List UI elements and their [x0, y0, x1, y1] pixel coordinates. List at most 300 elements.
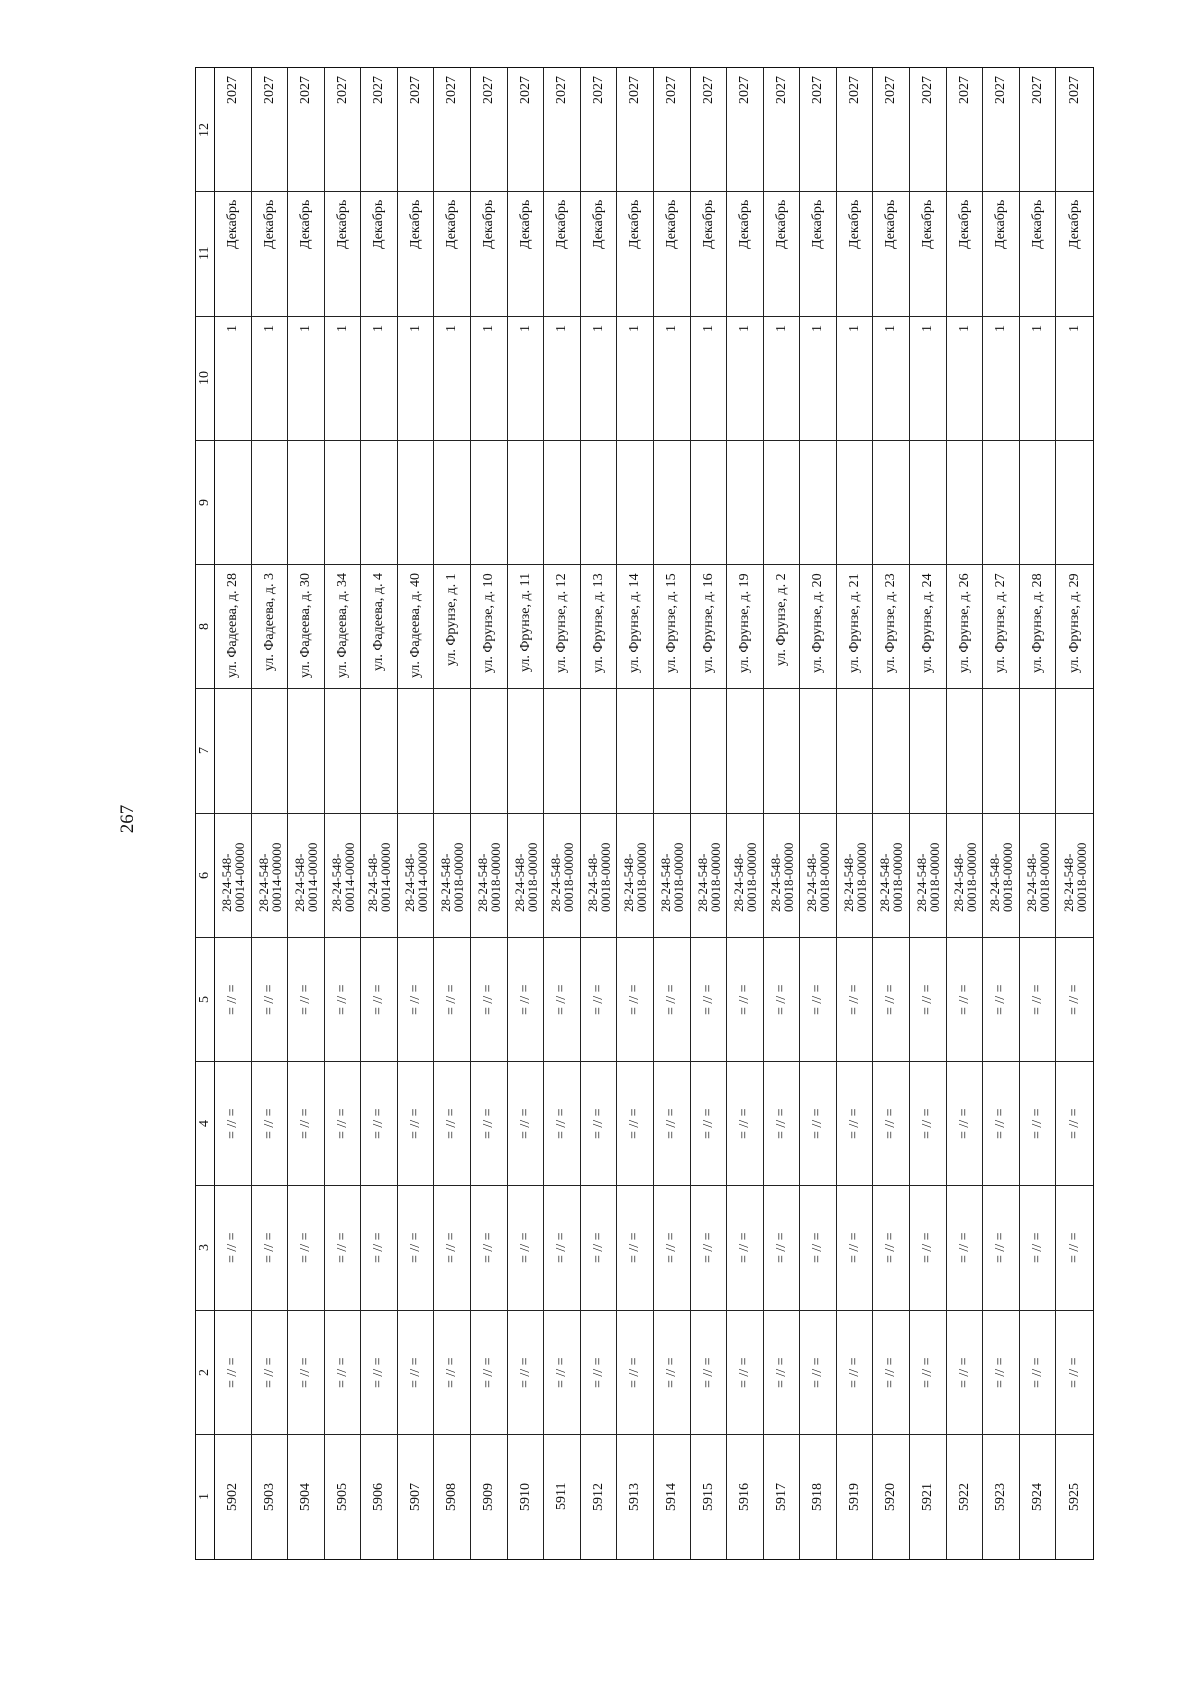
table-cell-r24-c12: 2027: [1066, 76, 1082, 104]
table-cell-r13-c12-cell: [654, 68, 691, 192]
table-cell-r1-c2-cell: [215, 1311, 252, 1435]
table-cell-r22-c5: = // =: [993, 984, 1009, 1015]
table-cell-r3-c3-cell: [288, 1186, 325, 1310]
table-cell-r24-c5-cell: [1056, 938, 1093, 1062]
table-cell-r21-c11: Декабрь: [956, 200, 972, 250]
table-cell-r2-c2: = // =: [261, 1356, 277, 1388]
table-cell-r13-c3-cell: [654, 1186, 691, 1310]
table-cell-r1-c11: Декабрь: [225, 200, 240, 250]
table-cell-r9-c4: = // =: [517, 1108, 533, 1139]
table-cell-r4-c6: 28-24-548-00014-00000: [328, 842, 357, 912]
table-cell-r8-c2-cell: [471, 1311, 508, 1435]
table-cell-r2-c11: Декабрь: [261, 200, 277, 250]
table-cell-r4-c2: = // =: [334, 1356, 350, 1388]
table-cell-r17-c3: = // =: [810, 1232, 826, 1264]
table-cell-r23-c4-cell: [1020, 1062, 1057, 1186]
table-cell-r20-c5: = // =: [920, 984, 936, 1015]
table-cell-r23-c10: 1: [1029, 324, 1045, 332]
table-cell-r15-c4-cell: [727, 1062, 764, 1186]
table-cell-r8-c1-cell: [471, 1435, 508, 1559]
table-cell-r3-c8-cell: [288, 565, 325, 689]
table-cell-r3-c10: 1: [298, 324, 314, 332]
table-cell-r3-c7-cell: [288, 689, 325, 813]
table-cell-r12-c4-cell: [617, 1062, 654, 1186]
table-cell-r5-c12: 2027: [371, 76, 387, 104]
table-cell-r1-c6: 28-24-548-00014-00000: [219, 842, 247, 912]
column-header-7: 7: [197, 747, 212, 755]
table-cell-r16-c10: 1: [773, 324, 789, 332]
table-cell-r23-c5-cell: [1020, 938, 1057, 1062]
table-cell-r2-c12: 2027: [261, 76, 277, 104]
table-cell-r17-c5: = // =: [810, 984, 826, 1015]
table-cell-r9-c12-cell: [508, 68, 545, 192]
table-cell-r18-c5: = // =: [846, 984, 862, 1015]
table-cell-r17-c12-cell: [800, 68, 837, 192]
table-cell-r2-c5-cell: [252, 938, 289, 1062]
table-cell-r3-c12-cell: [288, 68, 325, 192]
table-cell-r21-c2: = // =: [956, 1356, 972, 1388]
table-cell-r16-c4-cell: [764, 1062, 801, 1186]
table-cell-r18-c6: 28-24-548-00018-00000: [840, 842, 869, 912]
table-cell-r6-c12: 2027: [407, 76, 423, 104]
table-cell-r5-c4: = // =: [371, 1108, 387, 1139]
table-cell-r9-c7-cell: [508, 689, 545, 813]
table-cell-r21-c11-cell: [947, 192, 984, 316]
table-cell-r2-c12-cell: [252, 68, 289, 192]
table-cell-r12-c2: = // =: [627, 1356, 643, 1388]
table-cell-r23-c4: = // =: [1029, 1108, 1045, 1139]
table-cell-r21-c10: 1: [956, 324, 972, 332]
table-cell-r5-c3: = // =: [371, 1232, 387, 1264]
table-cell-r11-c10-cell: [581, 317, 618, 441]
table-cell-r24-c2-cell: [1056, 1311, 1093, 1435]
table-cell-r7-c7-cell: [434, 689, 471, 813]
column-header-6-cell: [196, 814, 215, 938]
table-cell-r13-c2: = // =: [663, 1356, 679, 1388]
table-cell-r18-c3-cell: [837, 1186, 874, 1310]
table-cell-r6-c8: ул. Фадеева, д. 40: [407, 573, 423, 678]
table-cell-r1-c8-cell: [215, 565, 252, 689]
table-cell-r3-c4-cell: [288, 1062, 325, 1186]
table-cell-r8-c5-cell: [471, 938, 508, 1062]
table-cell-r9-c9-cell: [508, 441, 545, 565]
table-cell-r15-c1: 5916: [737, 1482, 753, 1511]
table-cell-r5-c9-cell: [361, 441, 398, 565]
table-cell-r5-c11: Декабрь: [371, 200, 387, 250]
table-cell-r11-c8-cell: [581, 565, 618, 689]
table-cell-r21-c9-cell: [947, 441, 984, 565]
table-cell-r2-c6: 28-24-548-00014-00000: [255, 842, 284, 912]
table-cell-r22-c8: ул. Фрунзе, д. 27: [993, 573, 1009, 673]
table-cell-r3-c5-cell: [288, 938, 325, 1062]
table-cell-r18-c5-cell: [837, 938, 874, 1062]
table-cell-r1-c12: 2027: [225, 76, 240, 104]
table-cell-r19-c3: = // =: [883, 1232, 899, 1264]
table-cell-r6-c6: 28-24-548-00014-00000: [401, 842, 430, 912]
table-cell-r12-c3: = // =: [627, 1232, 643, 1264]
table-cell-r19-c3-cell: [873, 1186, 910, 1310]
table-cell-r8-c1: 5909: [481, 1482, 497, 1511]
table-cell-r16-c4: = // =: [773, 1108, 789, 1139]
table-cell-r11-c2: = // =: [590, 1356, 606, 1388]
table-cell-r16-c12-cell: [764, 68, 801, 192]
table-cell-r4-c6-cell: [325, 814, 362, 938]
table-cell-r18-c8-cell: [837, 565, 874, 689]
table-cell-r14-c8-cell: [691, 565, 728, 689]
table-cell-r21-c5: = // =: [956, 984, 972, 1015]
table-cell-r10-c7-cell: [544, 689, 581, 813]
table-cell-r11-c6-cell: [581, 814, 618, 938]
table-cell-r13-c1-cell: [654, 1435, 691, 1559]
table-cell-r1-c1: 5902: [225, 1482, 240, 1511]
table-cell-r3-c8: ул. Фадеева, д. 30: [298, 573, 314, 678]
table-cell-r14-c12-cell: [691, 68, 728, 192]
table-cell-r19-c6-cell: [873, 814, 910, 938]
table-cell-r7-c4: = // =: [444, 1108, 460, 1139]
table-cell-r8-c12-cell: [471, 68, 508, 192]
table-cell-r20-c2-cell: [910, 1311, 947, 1435]
table-cell-r11-c4: = // =: [590, 1108, 606, 1139]
table-cell-r2-c7-cell: [252, 689, 289, 813]
column-header-1: 1: [197, 1493, 212, 1501]
table-cell-r20-c8: ул. Фрунзе, д. 24: [920, 573, 936, 673]
table-cell-r8-c2: = // =: [481, 1356, 497, 1388]
table-cell-r23-c7-cell: [1020, 689, 1057, 813]
table-cell-r18-c2: = // =: [846, 1356, 862, 1388]
table-cell-r16-c5-cell: [764, 938, 801, 1062]
table-cell-r15-c4: = // =: [737, 1108, 753, 1139]
table-cell-r17-c9-cell: [800, 441, 837, 565]
table-cell-r19-c10: 1: [883, 324, 899, 332]
table-cell-r8-c6: 28-24-548-00018-00000: [475, 842, 504, 912]
table-cell-r22-c10-cell: [983, 317, 1020, 441]
table-cell-r8-c6-cell: [471, 814, 508, 938]
table-cell-r1-c1-cell: [215, 1435, 252, 1559]
table-cell-r2-c9-cell: [252, 441, 289, 565]
table-cell-r20-c4: = // =: [920, 1108, 936, 1139]
column-header-6: 6: [197, 871, 212, 879]
table-cell-r2-c3-cell: [252, 1186, 289, 1310]
table-cell-r21-c10-cell: [947, 317, 984, 441]
table-cell-r8-c3-cell: [471, 1186, 508, 1310]
table-cell-r21-c3-cell: [947, 1186, 984, 1310]
column-header-10-cell: [196, 317, 215, 441]
table-cell-r4-c1: 5905: [334, 1482, 350, 1511]
table-cell-r15-c8-cell: [727, 565, 764, 689]
table-cell-r7-c5: = // =: [444, 984, 460, 1015]
table-cell-r14-c9-cell: [691, 441, 728, 565]
table-cell-r17-c10: 1: [810, 324, 826, 332]
table-cell-r15-c10: 1: [737, 324, 753, 332]
table-cell-r7-c11: Декабрь: [444, 200, 460, 250]
table-cell-r18-c7-cell: [837, 689, 874, 813]
table-cell-r20-c4-cell: [910, 1062, 947, 1186]
table-cell-r24-c6-cell: [1056, 814, 1093, 938]
table-cell-r9-c5-cell: [508, 938, 545, 1062]
table-cell-r22-c6-cell: [983, 814, 1020, 938]
table-cell-r1-c8: ул. Фадеева, д. 28: [225, 573, 240, 678]
table-cell-r15-c9-cell: [727, 441, 764, 565]
table-cell-r2-c11-cell: [252, 192, 289, 316]
table-cell-r15-c5-cell: [727, 938, 764, 1062]
table-cell-r11-c2-cell: [581, 1311, 618, 1435]
table-cell-r13-c11-cell: [654, 192, 691, 316]
table-cell-r5-c1-cell: [361, 1435, 398, 1559]
column-header-11: 11: [197, 246, 212, 261]
table-cell-r19-c10-cell: [873, 317, 910, 441]
table-cell-r21-c4: = // =: [956, 1108, 972, 1139]
table-cell-r17-c11: Декабрь: [810, 200, 826, 250]
table-cell-r10-c1-cell: [544, 1435, 581, 1559]
table-cell-r7-c6: 28-24-548-00018-00000: [438, 842, 467, 912]
table-cell-r4-c2-cell: [325, 1311, 362, 1435]
table-cell-r11-c3: = // =: [590, 1232, 606, 1264]
table-cell-r12-c5-cell: [617, 938, 654, 1062]
table-cell-r21-c6-cell: [947, 814, 984, 938]
table-cell-r18-c4: = // =: [846, 1108, 862, 1139]
table-cell-r10-c8: ул. Фрунзе, д. 12: [554, 573, 570, 673]
table-cell-r4-c11-cell: [325, 192, 362, 316]
table-cell-r9-c3: = // =: [517, 1232, 533, 1264]
table-cell-r2-c4-cell: [252, 1062, 289, 1186]
table-cell-r23-c1-cell: [1020, 1435, 1057, 1559]
table-cell-r19-c8: ул. Фрунзе, д. 23: [883, 573, 899, 673]
column-header-3: 3: [197, 1244, 212, 1252]
table-cell-r13-c4: = // =: [663, 1108, 679, 1139]
table-cell-r24-c4: = // =: [1066, 1108, 1082, 1139]
table-cell-r10-c11: Декабрь: [554, 200, 570, 250]
table-cell-r1-c10: 1: [225, 324, 240, 332]
table-cell-r17-c8-cell: [800, 565, 837, 689]
column-header-11-cell: [196, 192, 215, 316]
table-cell-r13-c12: 2027: [663, 76, 679, 104]
column-header-2-cell: [196, 1311, 215, 1435]
table-cell-r14-c3: = // =: [700, 1232, 716, 1264]
table-cell-r10-c6-cell: [544, 814, 581, 938]
table-cell-r19-c12: 2027: [883, 76, 899, 104]
table-cell-r10-c5-cell: [544, 938, 581, 1062]
table-cell-r18-c6-cell: [837, 814, 874, 938]
table-cell-r17-c7-cell: [800, 689, 837, 813]
table-cell-r5-c6-cell: [361, 814, 398, 938]
table-cell-r24-c8-cell: [1056, 565, 1093, 689]
table-cell-r20-c1-cell: [910, 1435, 947, 1559]
table-cell-r8-c12: 2027: [481, 76, 497, 104]
table-cell-r4-c3: = // =: [334, 1232, 350, 1264]
table-cell-r15-c2: = // =: [737, 1356, 753, 1388]
table-cell-r9-c4-cell: [508, 1062, 545, 1186]
table-cell-r13-c10-cell: [654, 317, 691, 441]
table-cell-r16-c8: ул. Фрунзе, д. 2: [773, 573, 789, 666]
table-cell-r6-c6-cell: [398, 814, 435, 938]
table-cell-r5-c7-cell: [361, 689, 398, 813]
column-header-8: 8: [197, 623, 212, 630]
table-cell-r21-c8-cell: [947, 565, 984, 689]
table-cell-r11-c11-cell: [581, 192, 618, 316]
table-cell-r10-c10: 1: [554, 324, 570, 332]
table-cell-r22-c2-cell: [983, 1311, 1020, 1435]
table-cell-r6-c1: 5907: [407, 1482, 423, 1511]
table-cell-r23-c11-cell: [1020, 192, 1057, 316]
table-cell-r13-c1: 5914: [663, 1482, 679, 1511]
table-cell-r17-c10-cell: [800, 317, 837, 441]
table-cell-r7-c3: = // =: [444, 1232, 460, 1264]
table-cell-r3-c6: 28-24-548-00014-00000: [292, 842, 321, 912]
table-cell-r17-c2-cell: [800, 1311, 837, 1435]
table-cell-r10-c1: 5911: [554, 1482, 570, 1511]
table-cell-r11-c8: ул. Фрунзе, д. 13: [590, 573, 606, 673]
table-cell-r6-c3: = // =: [407, 1232, 423, 1264]
table-cell-r17-c3-cell: [800, 1186, 837, 1310]
table-cell-r16-c10-cell: [764, 317, 801, 441]
table-cell-r18-c10: 1: [846, 324, 862, 332]
table-cell-r9-c11: Декабрь: [517, 200, 533, 250]
table-cell-r13-c11: Декабрь: [663, 200, 679, 250]
table-cell-r16-c5: = // =: [773, 984, 789, 1015]
table-cell-r9-c10-cell: [508, 317, 545, 441]
table-cell-r24-c6: 28-24-548-00018-00000: [1060, 842, 1089, 912]
table-cell-r13-c6: 28-24-548-00018-00000: [657, 842, 686, 912]
table-cell-r13-c4-cell: [654, 1062, 691, 1186]
table-cell-r20-c5-cell: [910, 938, 947, 1062]
table-cell-r10-c5: = // =: [554, 984, 570, 1015]
table-cell-r5-c8: ул. Фадеева, д. 4: [371, 573, 387, 671]
table-cell-r19-c8-cell: [873, 565, 910, 689]
table-cell-r8-c11: Декабрь: [481, 200, 497, 250]
table-cell-r12-c1-cell: [617, 1435, 654, 1559]
table-cell-r16-c7-cell: [764, 689, 801, 813]
table-cell-r15-c3: = // =: [737, 1232, 753, 1264]
table-cell-r6-c5: = // =: [407, 984, 423, 1015]
table-cell-r6-c5-cell: [398, 938, 435, 1062]
table-cell-r1-c7-cell: [215, 689, 252, 813]
table-cell-r5-c8-cell: [361, 565, 398, 689]
table-cell-r14-c6-cell: [691, 814, 728, 938]
table-cell-r12-c4: = // =: [627, 1108, 643, 1139]
table-cell-r5-c10-cell: [361, 317, 398, 441]
table-cell-r21-c4-cell: [947, 1062, 984, 1186]
table-cell-r11-c1-cell: [581, 1435, 618, 1559]
table-cell-r1-c9-cell: [215, 441, 252, 565]
table-cell-r6-c7-cell: [398, 689, 435, 813]
table-cell-r21-c1: 5922: [956, 1482, 972, 1511]
table-cell-r24-c7-cell: [1056, 689, 1093, 813]
table-cell-r4-c10-cell: [325, 317, 362, 441]
table-cell-r19-c6: 28-24-548-00018-00000: [877, 842, 906, 912]
table-cell-r9-c1: 5910: [517, 1482, 533, 1511]
table-cell-r12-c3-cell: [617, 1186, 654, 1310]
table-cell-r1-c6-cell: [215, 814, 252, 938]
table-cell-r22-c5-cell: [983, 938, 1020, 1062]
table-cell-r7-c10-cell: [434, 317, 471, 441]
table-cell-r19-c1-cell: [873, 1435, 910, 1559]
table-cell-r15-c10-cell: [727, 317, 764, 441]
table-cell-r20-c3: = // =: [920, 1232, 936, 1264]
table-cell-r7-c3-cell: [434, 1186, 471, 1310]
table-cell-r7-c8: ул. Фрунзе, д. 1: [444, 573, 460, 666]
table-cell-r15-c2-cell: [727, 1311, 764, 1435]
table-cell-r19-c9-cell: [873, 441, 910, 565]
table-cell-r15-c12-cell: [727, 68, 764, 192]
table-cell-r24-c1: 5925: [1066, 1482, 1082, 1511]
table-cell-r22-c11-cell: [983, 192, 1020, 316]
table-cell-r17-c1-cell: [800, 1435, 837, 1559]
table-cell-r6-c3-cell: [398, 1186, 435, 1310]
table-cell-r16-c6: 28-24-548-00018-00000: [767, 842, 796, 912]
table-cell-r8-c8: ул. Фрунзе, д. 10: [481, 573, 497, 673]
table-cell-r16-c1: 5917: [773, 1482, 789, 1511]
table-cell-r10-c3: = // =: [554, 1232, 570, 1264]
table-cell-r16-c2: = // =: [773, 1356, 789, 1388]
table-cell-r8-c10: 1: [481, 324, 497, 332]
table-cell-r2-c10-cell: [252, 317, 289, 441]
column-header-8-cell: [196, 565, 215, 689]
table-cell-r17-c1: 5918: [810, 1482, 826, 1511]
table-cell-r9-c8-cell: [508, 565, 545, 689]
page-number: 267: [117, 804, 138, 834]
table-cell-r14-c2: = // =: [700, 1356, 716, 1388]
table-cell-r13-c10: 1: [663, 324, 679, 332]
table-cell-r22-c9-cell: [983, 441, 1020, 565]
table-cell-r5-c2-cell: [361, 1311, 398, 1435]
table-cell-r4-c5-cell: [325, 938, 362, 1062]
table-cell-r22-c2: = // =: [993, 1356, 1009, 1388]
table-cell-r12-c10: 1: [627, 324, 643, 332]
table-cell-r12-c12: 2027: [627, 76, 643, 104]
table-cell-r17-c12: 2027: [810, 76, 826, 104]
table-cell-r23-c8: ул. Фрунзе, д. 28: [1029, 573, 1045, 673]
table-cell-r2-c1: 5903: [261, 1482, 277, 1511]
table-cell-r23-c8-cell: [1020, 565, 1057, 689]
table-cell-r12-c10-cell: [617, 317, 654, 441]
table-cell-r1-c2: = // =: [225, 1356, 240, 1388]
table-cell-r23-c3: = // =: [1029, 1232, 1045, 1264]
table-cell-r20-c9-cell: [910, 441, 947, 565]
table-cell-r9-c11-cell: [508, 192, 545, 316]
table-cell-r19-c7-cell: [873, 689, 910, 813]
table-cell-r24-c3: = // =: [1066, 1232, 1082, 1264]
table-cell-r6-c10: 1: [407, 324, 423, 332]
table-cell-r23-c6: 28-24-548-00018-00000: [1023, 842, 1052, 912]
table-cell-r4-c8-cell: [325, 565, 362, 689]
table-cell-r16-c8-cell: [764, 565, 801, 689]
table-cell-r7-c12-cell: [434, 68, 471, 192]
table-cell-r4-c12-cell: [325, 68, 362, 192]
table-cell-r21-c3: = // =: [956, 1232, 972, 1264]
table-cell-r17-c2: = // =: [810, 1356, 826, 1388]
table-cell-r24-c10-cell: [1056, 317, 1093, 441]
column-header-10: 10: [197, 371, 212, 385]
table-cell-r8-c5: = // =: [481, 984, 497, 1015]
table-cell-r5-c11-cell: [361, 192, 398, 316]
table-cell-r17-c4-cell: [800, 1062, 837, 1186]
table-cell-r13-c2-cell: [654, 1311, 691, 1435]
table-cell-r24-c8: ул. Фрунзе, д. 29: [1066, 573, 1082, 673]
table-cell-r24-c5: = // =: [1066, 984, 1082, 1015]
table-cell-r16-c3-cell: [764, 1186, 801, 1310]
table-cell-r1-c5: = // =: [225, 984, 240, 1015]
table-cell-r15-c5: = // =: [737, 984, 753, 1015]
table-cell-r24-c9-cell: [1056, 441, 1093, 565]
table-cell-r10-c12-cell: [544, 68, 581, 192]
table-cell-r16-c11: Декабрь: [773, 200, 789, 250]
table-cell-r9-c8: ул. Фрунзе, д. 11: [517, 572, 533, 672]
table-cell-r22-c3-cell: [983, 1186, 1020, 1310]
table-cell-r10-c12: 2027: [554, 76, 570, 104]
table-cell-r16-c9-cell: [764, 441, 801, 565]
table-cell-r11-c6: 28-24-548-00018-00000: [584, 842, 613, 912]
table-cell-r14-c11-cell: [691, 192, 728, 316]
